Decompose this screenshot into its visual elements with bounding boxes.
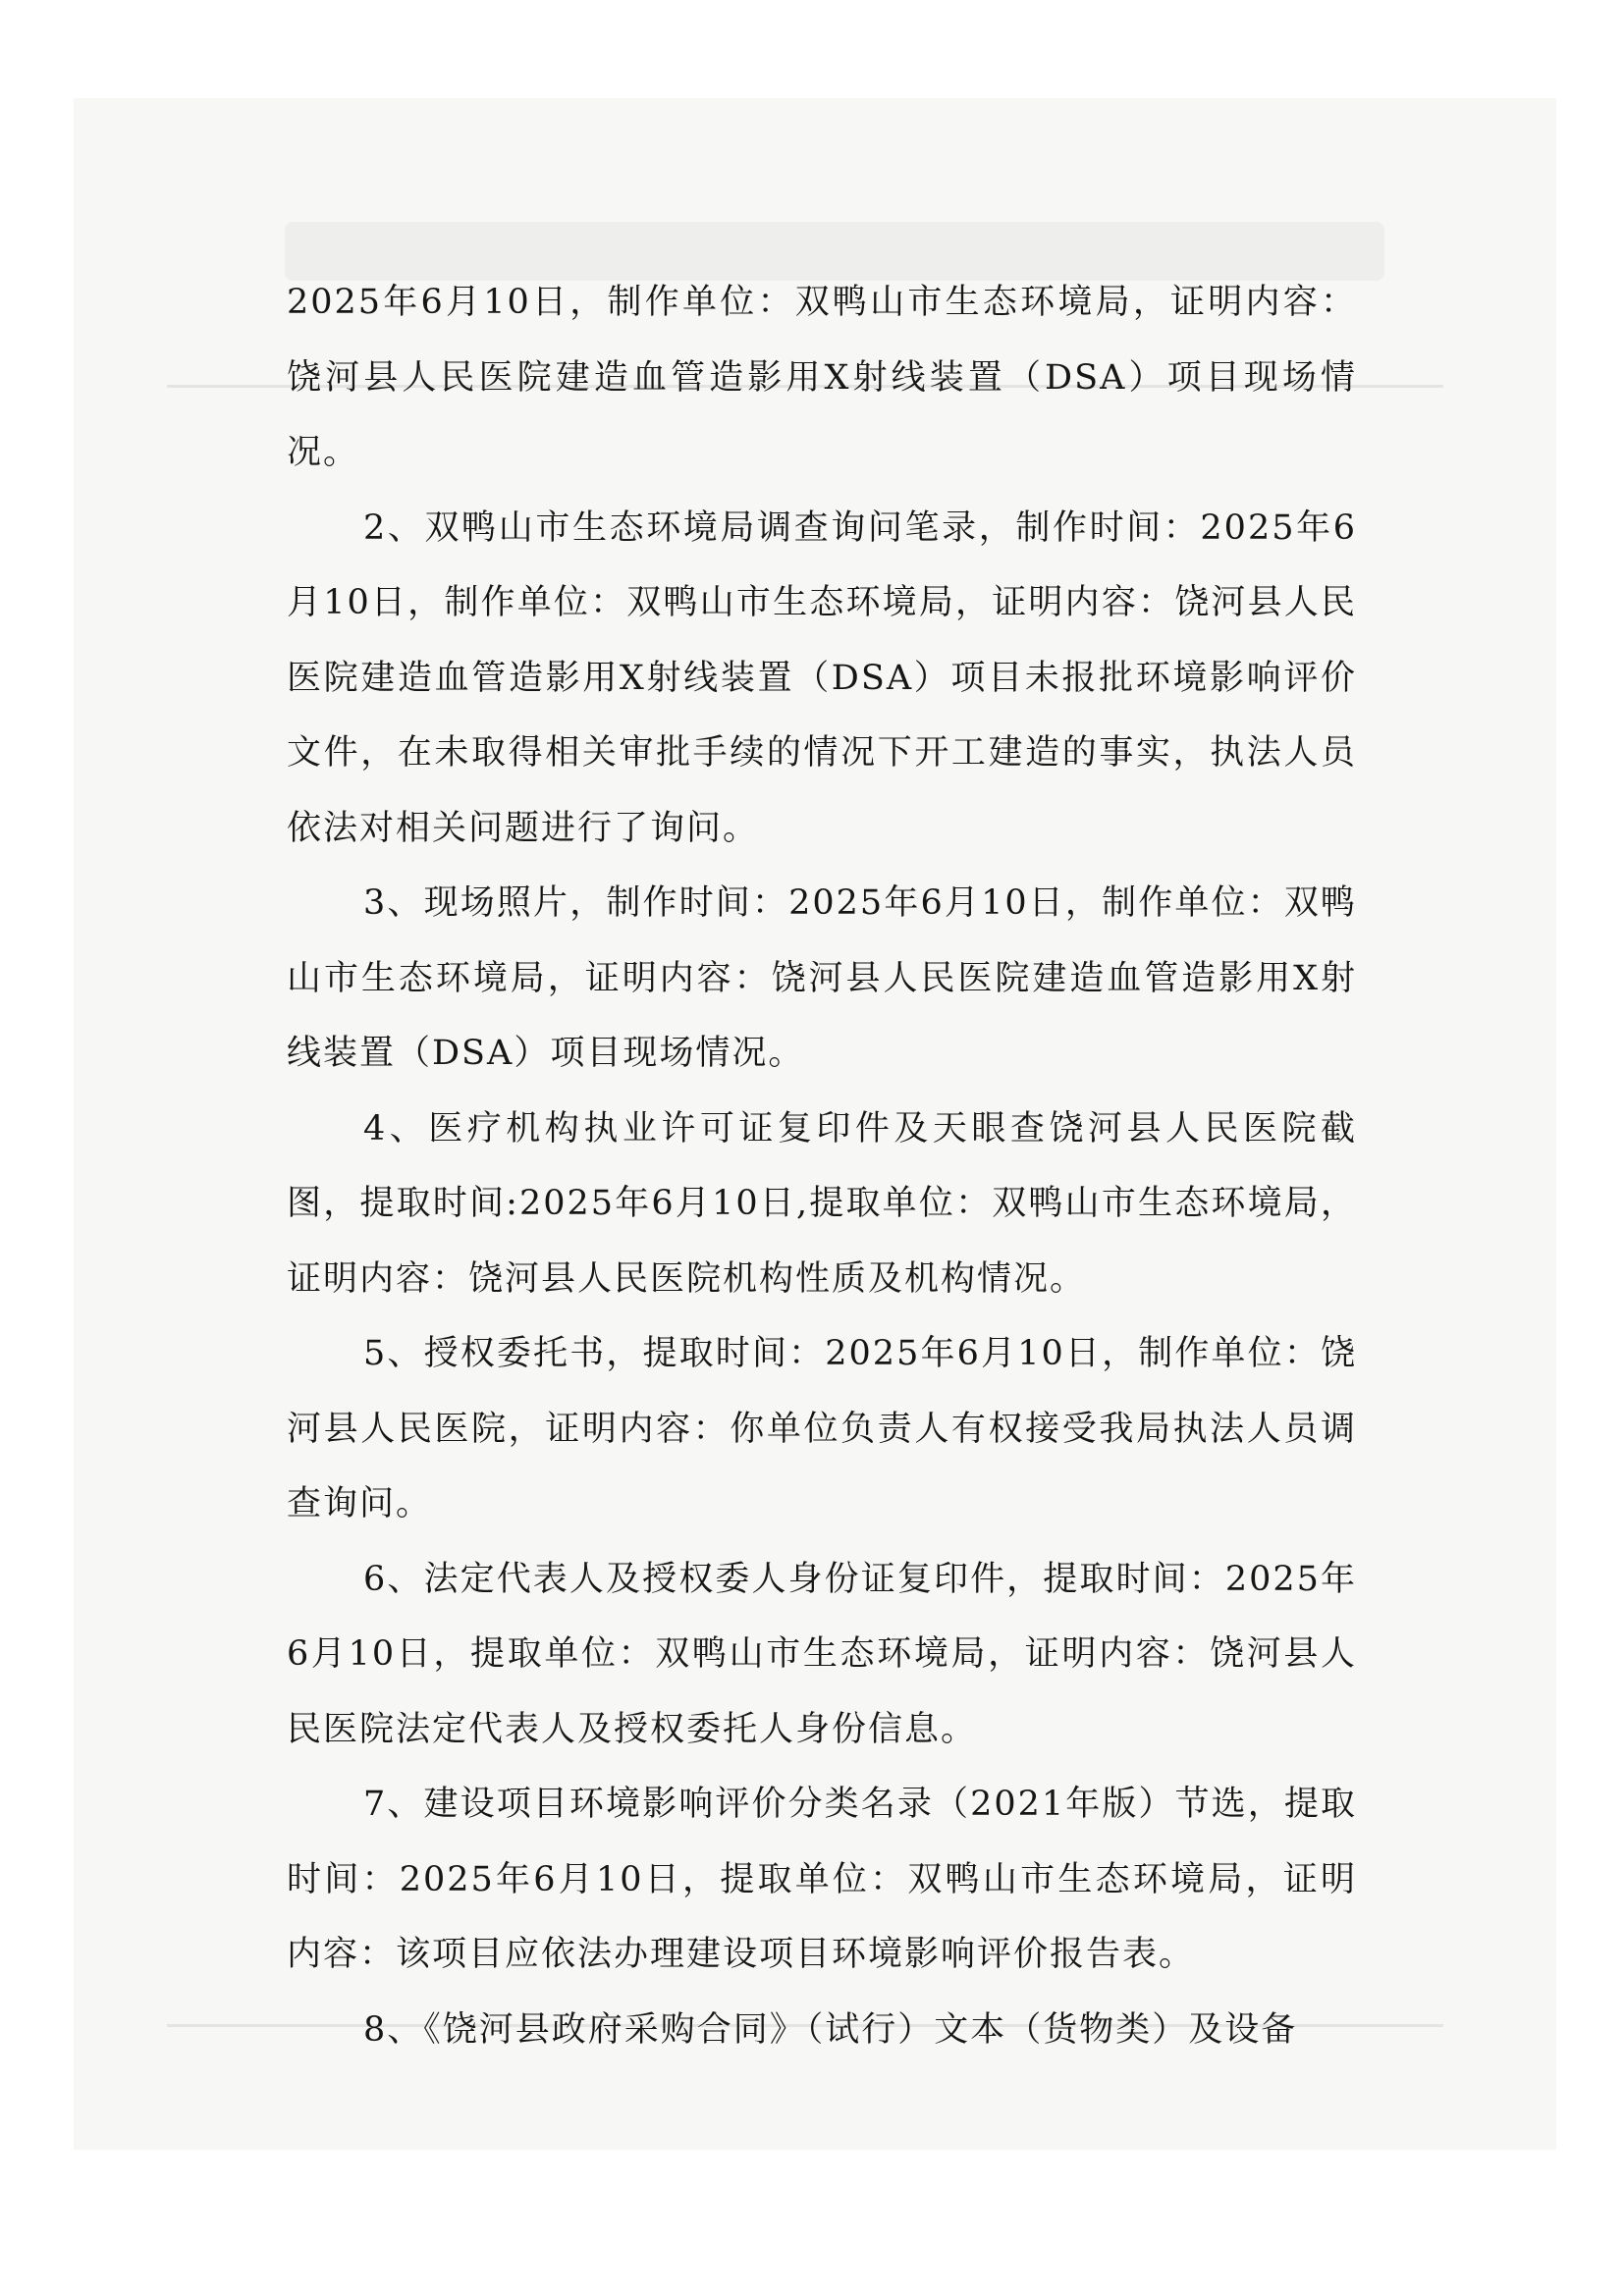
paragraph-item-5: 5、授权委托书，提取时间：2025年6月10日，制作单位：饶河县人民医院，证明内容：你单位负责人有权接受我局执法人员调查询问。	[287, 1334, 1357, 1523]
paragraph-item-7: 7、建设项目环境影响评价分类名录（2021年版）节选，提取时间：2025年6月10日，提取单位：双鸭山市生态环境局，证明内容：该项目应依法办理建设项目环境影响评价报告表。	[287, 1785, 1357, 1974]
paragraph-continuation: 2025年6月10日，制作单位：双鸭山市生态环境局，证明内容：饶河县人民医院建造血管造影用X射线装置（DSA）项目现场情况。	[287, 283, 1357, 472]
paragraph-item-4: 4、医疗机构执业许可证复印件及天眼查饶河县人民医院截图，提取时间:2025年6月10日,提取单位：双鸭山市生态环境局，证明内容：饶河县人民医院机构性质及机构情况。	[287, 1108, 1357, 1299]
paragraph-item-8: 8、《饶河县政府采购合同》（试行）文本（货物类）及设备	[363, 2009, 1298, 2050]
paragraph-item-2: 2、双鸭山市生态环境局调查询问笔录，制作时间：2025年6月10日，制作单位：双鸭山市生态环境局，证明内容：饶河县人民医院建造血管造影用X射线装置（DSA）项目未报批环境影响评价文件，在未取得相关审批手续的情况下开工建造的事实，执法人员依法对相关问题进行了询问。	[287, 507, 1357, 848]
paragraph-item-6: 6、法定代表人及授权委人身份证复印件，提取时间：2025年6月10日，提取单位：双鸭山市生态环境局，证明内容：饶河县人民医院法定代表人及授权委托人身份信息。	[287, 1559, 1357, 1749]
paragraph-item-3: 3、现场照片，制作时间：2025年6月10日，制作单位：双鸭山市生态环境局，证明内容：饶河县人民医院建造血管造影用X射线装置（DSA）项目现场情况。	[287, 883, 1357, 1073]
document-body	[287, 265, 1357, 2067]
